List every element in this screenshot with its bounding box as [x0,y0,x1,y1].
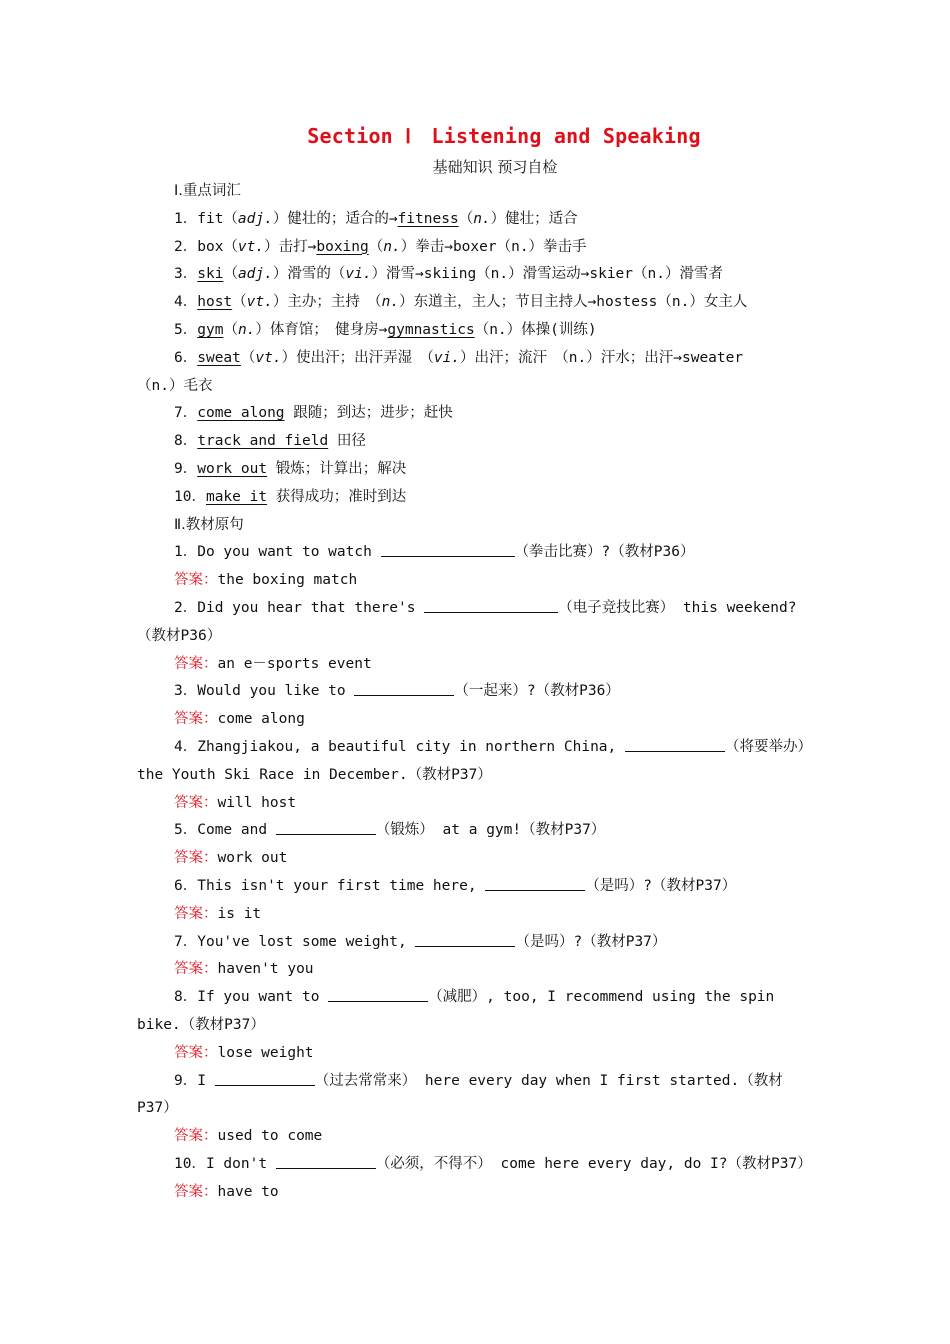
vocab-text: 7． [174,405,198,422]
pos-label: adj. [237,210,273,227]
answer-1 [137,567,815,595]
answer-3 [137,706,815,734]
sentence-4-cont: the Youth Ski Race in December.（教材P37） [137,766,492,783]
pos-label: vt. [255,349,282,366]
fill-blank [485,876,585,891]
vocab-text: （ [223,266,238,283]
vocab-text: 10． [174,488,206,505]
answer-word: sweat [197,349,241,366]
sentence-text: 9．I [174,1072,215,1089]
sentence-9 [137,1068,815,1096]
vocab-text: ）使出汗；出汗弄湿 （ [281,349,434,366]
fill-blank [276,820,376,835]
answer-label: 答案： [174,794,218,811]
answer-label: 答案： [174,850,218,867]
answer-2 [137,651,815,679]
answer-10 [137,1179,815,1207]
answer-word: ski [197,266,224,283]
sentence-hint: （减肥）, too, I recommend using the spin [428,989,775,1006]
vocab-text: ）滑雪→skiing（n.）滑雪运动→skier（n.）滑雪者 [371,266,723,283]
sentence-text: 8．If you want to [174,989,329,1006]
answer-5 [137,845,815,873]
answer-text: the boxing match [217,572,358,589]
vocab-item-7 [137,400,815,428]
pos-label: vt. [246,294,273,311]
sentence-text: 7．You've lost some weight, [174,933,416,950]
sentence-text: 10．I don't [174,1155,276,1172]
answer-word: work out [197,460,268,477]
answer-label: 答案： [174,572,218,589]
vocab-text: 3． [174,266,198,283]
vocab-text: 2．box（ [174,238,238,255]
section-subtitle: 基础知识 预习自检 [432,158,558,176]
sentence-text: 5．Come and [174,822,276,839]
vocab-item-5 [137,317,815,345]
vocab-text: （ [458,210,474,227]
answer-7 [137,956,815,984]
sentence-hint: （锻炼） at a gym!（教材P37） [375,822,606,839]
sentence-hint: （将要举办） [725,738,812,755]
sentence-text: 2．Did you hear that there's [174,599,425,616]
pos-label: vi. [433,349,461,366]
sentence-1 [137,539,815,567]
sentence-2 [137,595,815,623]
vocab-item-6-cont: （n.）毛衣 [137,377,213,394]
answer-text: haven't you [217,961,314,978]
sentence-hint: （电子竞技比赛） this weekend? [558,599,797,616]
answer-label: 答案： [174,711,218,728]
answer-label: 答案： [174,961,218,978]
vocab-text: ）击打→ [264,238,317,255]
answer-word: boxing [316,238,369,255]
fill-blank [424,598,558,613]
vocab-text: （ [368,238,384,255]
answer-text: lose weight [217,1044,314,1061]
sentence-hint: （过去常常来） here every day when I first started.（教材 [314,1072,783,1089]
sentence-8-cont: bike.（教材P37） [137,1016,265,1033]
answer-word: gym [197,321,224,338]
sentence-6 [137,873,815,901]
fill-blank [625,737,725,752]
sentence-hint: （是吗）?（教材P37） [585,877,737,894]
vocab-text: 1．fit（ [174,210,238,227]
pos-label: n. [237,321,256,338]
vocab-text: 9． [174,460,198,477]
sentences-heading: Ⅱ.教材原句 [174,516,244,533]
answer-text: come along [217,711,305,728]
vocab-text: ）健壮；适合 [490,210,578,227]
answer-6 [137,901,815,929]
answer-word: come along [197,405,285,422]
answer-word: fitness [397,210,459,227]
answer-text: work out [217,850,288,867]
vocab-text: ）健壮的；适合的→ [272,210,398,227]
vocab-text: （ [223,321,238,338]
vocab-text: ）出汗；流汗 （n.）汗水；出汗→sweater [460,349,744,366]
answer-text: have to [217,1183,279,1200]
vocab-text: （ [240,349,256,366]
vocab-text: 田径 [328,433,366,450]
sentence-8 [137,984,815,1012]
vocab-item-4 [137,289,815,317]
sentence-4 [137,734,815,762]
sentence-10 [137,1151,815,1179]
vocab-text: ）拳击→boxer（n.）拳击手 [400,238,587,255]
document-body [137,178,815,1206]
answer-word: gymnastics [387,321,475,338]
sentence-5 [137,817,815,845]
answer-text: an e－sports event [217,655,372,672]
sentence-hint: （一起来）?（教材P36） [454,683,620,700]
sentence-text: 6．This isn't your first time here, [174,877,486,894]
fill-blank [276,1154,376,1169]
vocab-text: 5． [174,321,198,338]
sentence-7 [137,929,815,957]
sentence-hint: （必须，不得不） come here every day, do I?（教材P37） [375,1155,812,1172]
answer-label: 答案： [174,1183,218,1200]
vocab-item-2 [137,234,815,262]
sentence-text: 4．Zhangjiakou, a beautiful city in northern China, [174,738,625,755]
vocab-text: 8． [174,433,198,450]
pos-label: adj. [237,266,273,283]
fill-blank [215,1071,315,1086]
vocab-item-10 [137,484,815,512]
pos-label: n. [381,294,400,311]
vocab-item-3 [137,261,815,289]
fill-blank [354,681,454,696]
answer-text: will host [217,794,297,811]
fill-blank [381,542,515,557]
vocab-heading: Ⅰ.重点词汇 [174,183,241,199]
vocab-text: 4． [174,294,198,311]
sentence-text: 1．Do you want to watch [174,544,381,561]
answer-label: 答案： [174,905,218,922]
vocab-text: 锻炼；计算出；解决 [267,460,407,477]
vocab-text: 6． [174,349,198,366]
fill-blank [415,932,515,947]
answer-text: is it [217,905,262,922]
sentence-hint: （拳击比赛）?（教材P36） [514,544,695,561]
vocab-item-8 [137,428,815,456]
vocab-text: 跟随；到达；进步；赶快 [284,405,453,422]
vocab-item-1 [137,206,815,234]
answer-9 [137,1123,815,1151]
pos-label: n. [473,210,491,227]
vocab-item-6 [137,345,815,373]
sentence-hint: （是吗）?（教材P37） [515,933,667,950]
answer-word: make it [205,488,268,505]
fill-blank [328,987,428,1002]
answer-label: 答案： [174,1128,218,1145]
pos-label: vt. [237,238,265,255]
answer-8 [137,1040,815,1068]
vocab-text: ）体育馆； 健身房→ [255,321,388,338]
section-title: Section Ⅰ Listening and Speaking [307,124,701,148]
pos-label: vi. [345,266,372,283]
sentence-3 [137,678,815,706]
answer-4 [137,790,815,818]
answer-word: track and field [197,433,329,450]
answer-word: host [197,294,233,311]
answer-text: used to come [217,1128,323,1145]
sentence-text: 3．Would you like to [174,683,355,700]
vocab-text: ）东道主，主人；节目主持人→hostess（n.）女主人 [399,294,748,311]
vocab-text: 获得成功；准时到达 [267,488,407,505]
answer-label: 答案： [174,655,218,672]
vocab-text: （ [232,294,247,311]
answer-label: 答案： [174,1044,218,1061]
pos-label: n. [383,238,401,255]
sentence-9-cont: P37） [137,1100,178,1117]
vocab-item-9 [137,456,815,484]
sentence-2-cont: （教材P36） [137,627,222,644]
vocab-text: ）主办；主持 （ [272,294,382,311]
vocab-text: （n.）体操(训练) [474,321,597,338]
vocab-text: ）滑雪的（ [272,266,346,283]
